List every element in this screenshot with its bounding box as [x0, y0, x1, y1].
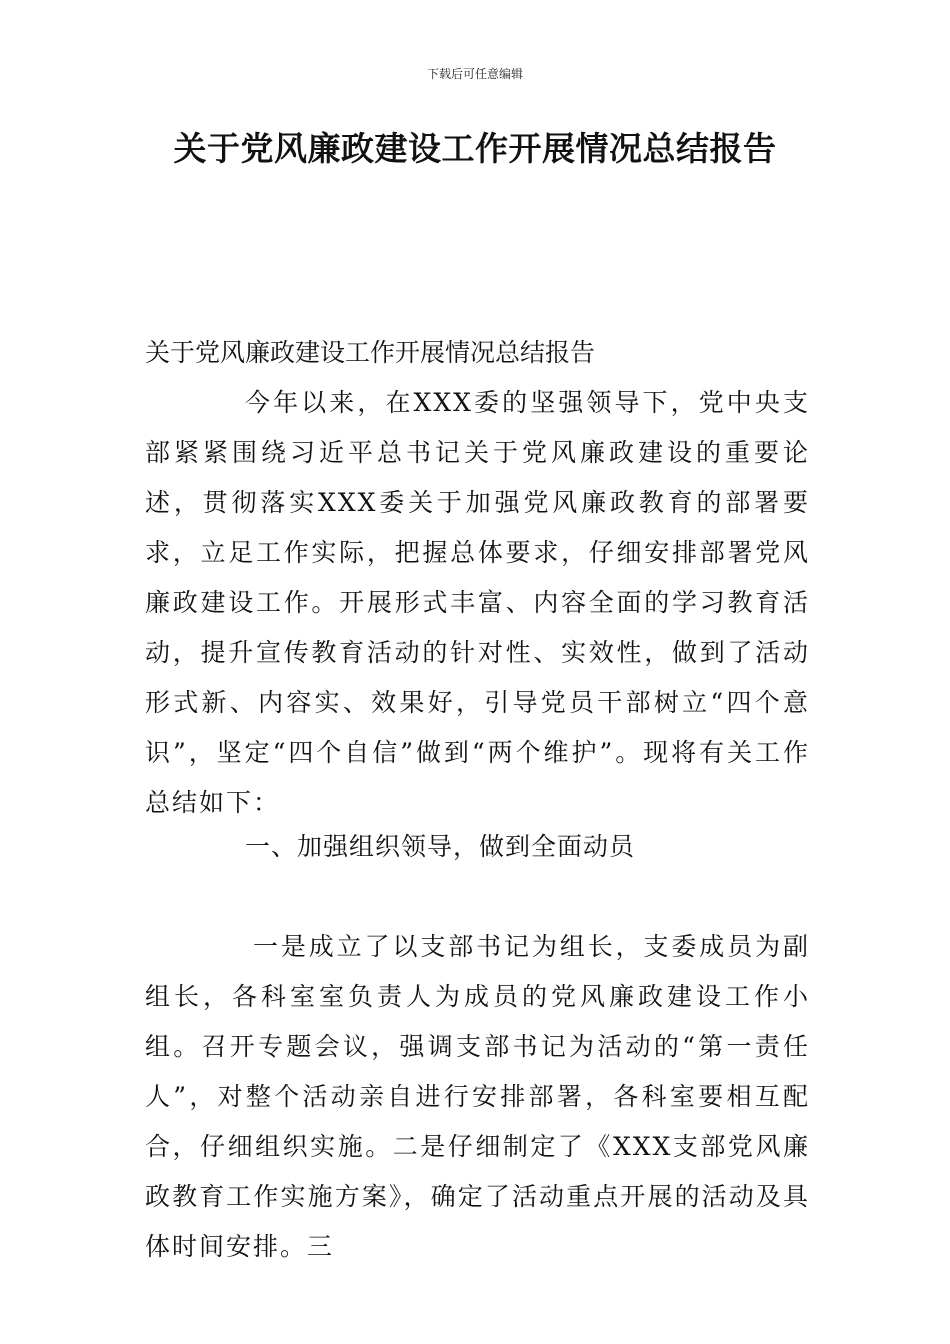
- paragraph-section-1: 一是成立了以支部书记为组长，支委成员为副组长，各科室室负责人为成员的党风廉政建设工作小组。召开专题会议，强调支部书记为活动的“第一责任人”，对整个活动亲自进行安排部署，各科室要相互配合，仔细组织实施。二是仔细制定了《XXX支部党风廉政教育工作实施方案》，确定了活动重点开展的活动及具体时间安排。三: [145, 932, 810, 1261]
- paragraph-intro: 今年以来，在XXX委的坚强领导下，党中央支部紧紧围绕习近平总书记关于党风廉政建设的重要论述，贯彻落实XXX委关于加强党风廉政教育的部署要求，立足工作实际，把握总体要求，仔细安排部署党风廉政建设工作。开展形式丰富、内容全面的学习教育活动，提升宣传教育活动的针对性、实效性，做到了活动形式新、内容实、效果好，引导党员干部树立“四个意识”，坚定“四个自信”做到“两个维护”。现将有关工作总结如下：: [145, 388, 810, 817]
- section-heading-1: 一、加强组织领导，做到全面动员: [245, 832, 636, 861]
- document-title: 关于党风廉政建设工作开展情况总结报告: [173, 129, 777, 168]
- document-subtitle: 关于党风廉政建设工作开展情况总结报告: [145, 338, 596, 367]
- header-note: 下载后可任意编辑: [426, 67, 523, 81]
